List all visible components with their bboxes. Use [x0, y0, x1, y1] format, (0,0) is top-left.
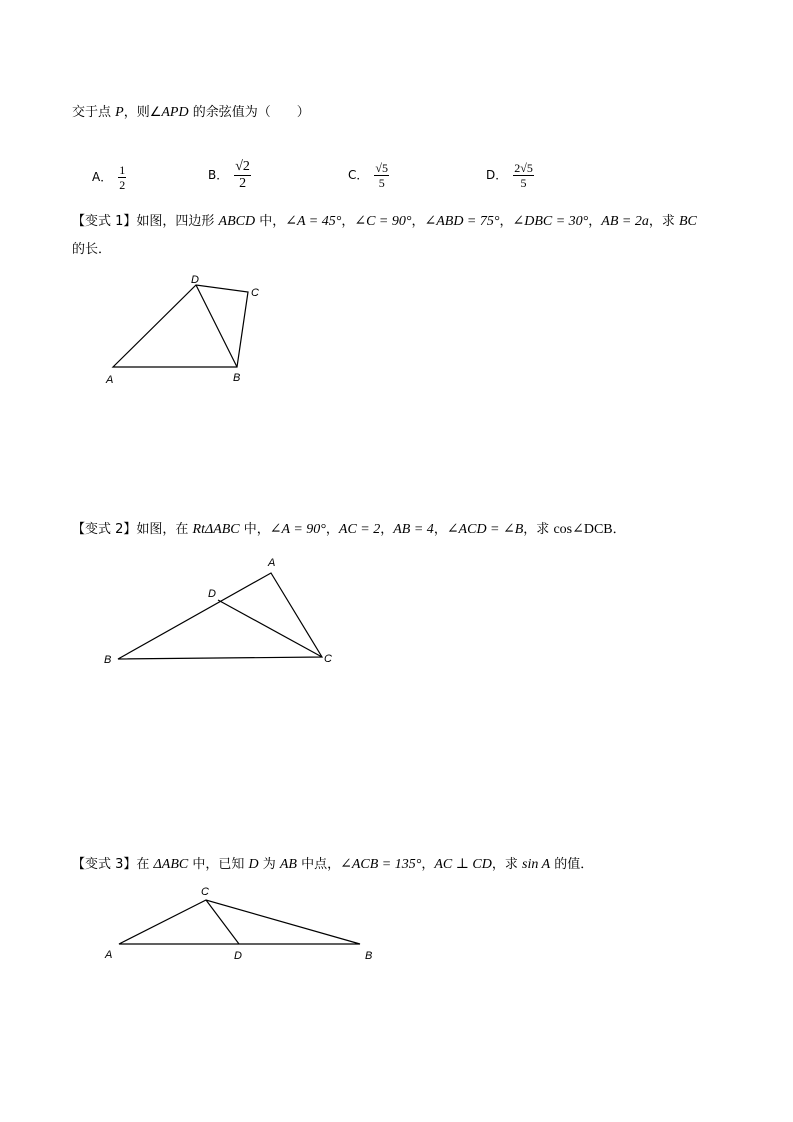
option-b-numerator: √2	[235, 159, 250, 174]
variant-1-question: 【变式 1】如图，四边形 ABCD 中，∠A = 45°，∠C = 90°，∠ABD = 75°，∠DBC = 30°，AB = 2a，求 BC	[72, 214, 697, 229]
variant-3-segment-ab: AB	[279, 857, 297, 872]
v2-label-c: C	[324, 653, 332, 665]
variant-3-text-5: ，求	[491, 857, 523, 872]
option-c-numerator: √5	[375, 161, 388, 175]
option-c-label: C．	[348, 168, 369, 182]
intro-text-3: 的余弦值为（ ）	[188, 105, 310, 120]
variant-1-target: BC	[679, 214, 697, 229]
point-p: P	[115, 105, 124, 120]
option-d-label: D．	[486, 168, 508, 182]
variant-1-shape: ABCD	[218, 214, 256, 229]
variant-2-target: cos∠DCB	[553, 522, 613, 537]
variant-2-triangle: RtΔABC	[192, 522, 240, 537]
variant-1-line-2: 的长．	[72, 242, 112, 257]
v3-label-d: D	[234, 950, 242, 962]
angle-apd: APD	[161, 105, 189, 120]
variant-3-text-2: 中，已知	[188, 857, 249, 872]
v2-label-d: D	[208, 588, 216, 600]
option-d-denominator: 5	[520, 176, 527, 190]
variant-1-text-1: 如图，四边形	[136, 214, 219, 229]
variant-1-cond-1: ∠A = 45°	[285, 214, 342, 229]
variant-2-question: 【变式 2】如图，在 RtΔABC 中，∠A = 90°，AC = 2，AB = 4，∠ACD = ∠B，求 cos∠DCB．	[72, 522, 626, 537]
v1-label-d: D	[191, 274, 199, 286]
variant-1-text-3: ，求	[648, 214, 679, 229]
variant-2-text-3: ，求	[523, 522, 554, 537]
option-a-denominator: 2	[119, 178, 126, 192]
variant-1-cond-5: AB = 2a	[601, 214, 649, 229]
option-b-label: B．	[208, 168, 229, 182]
variant-1-tag: 【变式 1】	[72, 214, 137, 229]
variant-3-point-d: D	[248, 857, 259, 872]
variant-1-text-2: 中，	[255, 214, 286, 229]
v1-label-c: C	[251, 287, 259, 299]
variant-3-end: 的值．	[550, 857, 594, 872]
v1-label-a: A	[106, 374, 114, 386]
option-b-denominator: 2	[239, 176, 247, 191]
variant-1-cond-2: ∠C = 90°	[354, 214, 412, 229]
v3-label-b: B	[365, 950, 373, 962]
variant-3-cond-1: ∠ACB = 135°	[340, 857, 422, 872]
variant-1-cond-4: ∠DBC = 30°	[512, 214, 589, 229]
v1-label-b: B	[233, 372, 241, 384]
variant-2-tag: 【变式 2】	[72, 522, 137, 537]
variant-3-question: 【变式 3】在 ΔABC 中，已知 D 为 AB 中点，∠ACB = 135°，AC ⊥ CD，求 sin A 的值．	[72, 857, 594, 872]
v3-label-a: A	[105, 949, 113, 961]
intro-text-1: 交于点	[72, 105, 112, 120]
variant-3-triangle: ΔABC	[153, 857, 189, 872]
option-d-numerator: 2√5	[514, 161, 533, 175]
variant-3-text-1: 在	[136, 857, 154, 872]
variant-2-cond-4: ∠ACD = ∠B	[446, 522, 524, 537]
variant-1-cond-3: ∠ABD = 75°	[424, 214, 500, 229]
v3-label-c: C	[201, 886, 209, 898]
v2-label-a: A	[268, 557, 276, 569]
variant-2-text-1: 如图，在	[136, 522, 193, 537]
variant-2-end: ．	[612, 522, 626, 537]
variant-2-cond-3: AB = 4	[393, 522, 434, 537]
v2-label-b: B	[104, 654, 112, 666]
intro-text-2: ，则∠	[123, 105, 162, 120]
option-c-denominator: 5	[378, 176, 385, 190]
variant-3-target: sin A	[522, 857, 551, 872]
variant-3-text-4: 中点，	[296, 857, 341, 872]
variant-2-cond-1: ∠A = 90°	[269, 522, 326, 537]
variant-2-cond-2: AC = 2	[338, 522, 381, 537]
segment-cd	[206, 900, 239, 944]
variant-3-cond-2: AC ⊥ CD	[434, 857, 492, 872]
variant-3-text-3: 为	[258, 857, 280, 872]
triangle-abc-v3	[119, 900, 360, 944]
variant-2-text-2: 中，	[239, 522, 270, 537]
option-a-label: A．	[92, 170, 113, 184]
variant-3-tag: 【变式 3】	[72, 857, 137, 872]
option-a-numerator: 1	[119, 163, 126, 177]
